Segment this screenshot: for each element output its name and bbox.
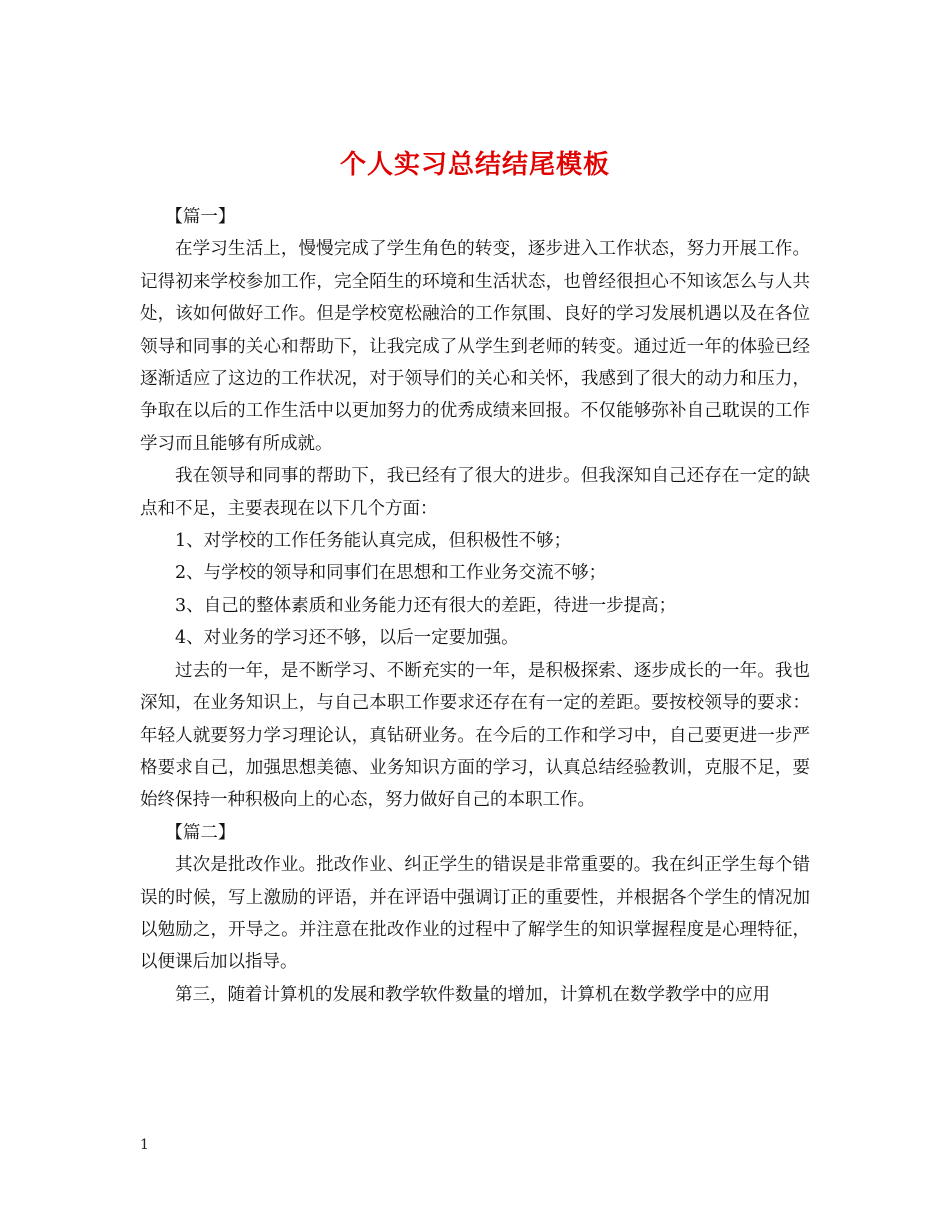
list-item: 4、对业务的学习还不够，以后一定要加强。 bbox=[175, 628, 519, 649]
paragraph: 过去的一年，是不断学习、不断充实的一年，是积极探索、逐步成长的一年。我也深知，在业务知识上，与自己本职工作要求还存在有一定的差距。要按校领导的要求：年轻人就要努力学习理论认，真钻研业务。在今后的工作和学习中，自己要更进一步严格要求自己，加强思想美德、业务知识方面的学习，认真总结经验教训，克服不足，要始终保持一种积极向上的心态，努力做好自己的本职工作。 bbox=[140, 660, 810, 811]
section-heading-1: 【篇一】 bbox=[165, 207, 236, 227]
list-item: 3、自己的整体素质和业务能力还有很大的差距，待进一步提高； bbox=[175, 595, 677, 616]
paragraph: 在学习生活上，慢慢完成了学生角色的转变，逐步进入工作状态，努力开展工作。记得初来学校参加工作，完全陌生的环境和生活状态，也曾经很担心不知该怎么与人共处，该如何做好工作。但是学校宽松融洽的工作氛围、良好的学习发展机遇以及在各位领导和同事的关心和帮助下，让我完成了从学生到老师的转变。通过近一年的体验已经逐渐适应了这边的工作状况，对于领导们的关心和关怀，我感到了很大的动力和压力，争取在以后的工作生活中以更加努力的优秀成绩来回报。不仅能够弥补自己耽误的工作学习而且能够有所成就。 bbox=[140, 239, 810, 454]
section-heading-2: 【篇二】 bbox=[165, 822, 236, 843]
paragraph: 我在领导和同事的帮助下，我已经有了很大的进步。但我深知自己还存在一定的缺点和不足，主要表现在以下几个方面： bbox=[140, 466, 810, 519]
document-title: 个人实习总结结尾模板 bbox=[339, 150, 610, 181]
paragraph: 其次是批改作业。批改作业、纠正学生的错误是非常重要的。我在纠正学生每个错误的时候，写上激励的评语，并在评语中强调订正的重要性，并根据各个学生的情况加以勉励之，开导之。并注意在批改作业的过程中了解学生的知识掌握程度是心理特征，以便课后加以指导。 bbox=[140, 855, 810, 973]
paragraph: 第三，随着计算机的发展和教学软件数量的增加，计算机在数学教学中的应用 bbox=[175, 984, 770, 1005]
list-item: 2、与学校的领导和同事们在思想和工作业务交流不够； bbox=[175, 563, 607, 584]
page-number: 1 bbox=[140, 1137, 149, 1153]
list-item: 1、对学校的工作任务能认真完成，但积极性不够； bbox=[175, 531, 572, 552]
document-body bbox=[140, 201, 810, 1011]
